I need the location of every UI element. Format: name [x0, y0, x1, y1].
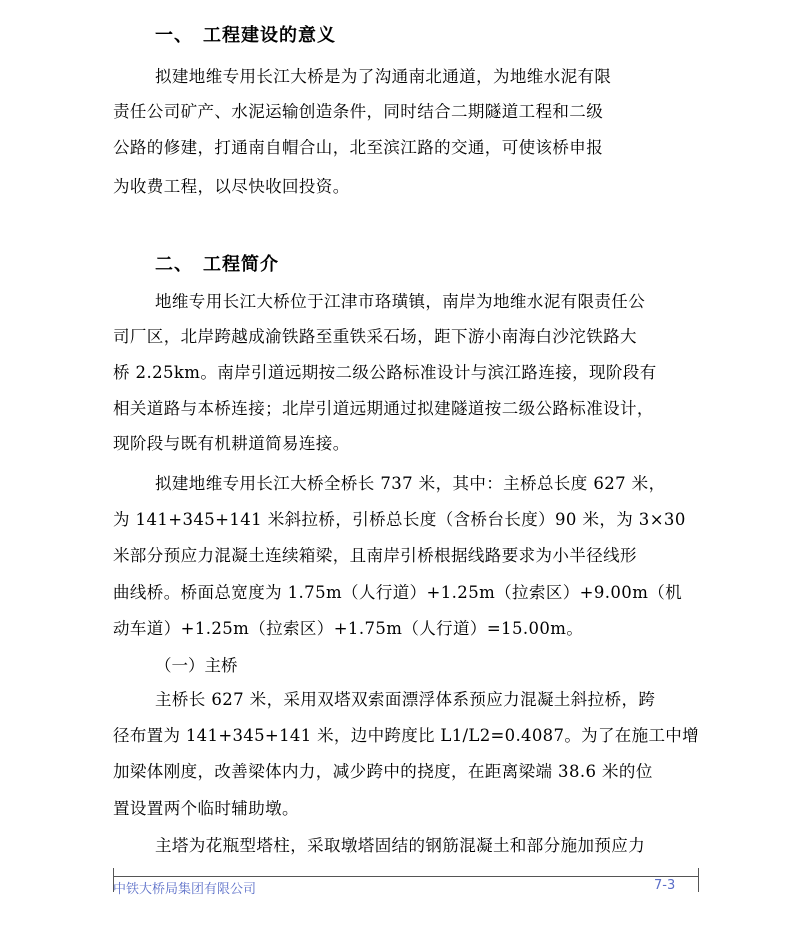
- paragraph-line: 加梁体刚度，改善梁体内力，减少跨中的挠度，在距离梁端 38.6 米的位: [113, 762, 653, 781]
- paragraph-line: 现阶段与既有机耕道简易连接。: [113, 434, 350, 453]
- paragraph-line: 为 141+345+141 米斜拉桥，引桥总长度（含桥台长度）90 米，为 3×30: [113, 510, 686, 529]
- footer-rule: [113, 876, 699, 877]
- paragraph-line: 地维专用长江大桥位于江津市珞璜镇，南岸为地维水泥有限责任公: [155, 292, 646, 311]
- paragraph-line: 动车道）+1.25m（拉索区）+1.75m（人行道）=15.00m。: [113, 619, 584, 638]
- paragraph-line: 曲线桥。桥面总宽度为 1.75m（人行道）+1.25m（拉索区）+9.00m（机: [113, 583, 683, 602]
- footer-corner-mark-right: [698, 868, 699, 892]
- paragraph-line: 主塔为花瓶型塔柱，采取墩塔固结的钢筋混凝土和部分施加预应力: [155, 836, 646, 855]
- section-number: 一、: [155, 25, 193, 46]
- paragraph-line: 责任公司矿产、水泥运输创造条件，同时结合二期隧道工程和二级: [113, 102, 604, 121]
- paragraph-line: 置设置两个临时辅助墩。: [113, 799, 299, 818]
- section-title: 工程简介: [203, 254, 279, 275]
- paragraph-line: 拟建地维专用长江大桥是为了沟通南北通道，为地维水泥有限: [155, 67, 612, 86]
- paragraph-line: 为收费工程，以尽快收回投资。: [113, 177, 350, 196]
- section-heading-2: [155, 250, 279, 276]
- paragraph-line: 主桥长 627 米，采用双塔双索面漂浮体系预应力混凝土斜拉桥，跨: [155, 690, 656, 709]
- paragraph-line: 米部分预应力混凝土连续箱梁，且南岸引桥根据线路要求为小半径线形: [113, 546, 637, 565]
- paragraph-line: 相关道路与本桥连接；北岸引道远期通过拟建隧道按二级公路标准设计，: [113, 399, 654, 418]
- paragraph-line: 公路的修建，打通南自帽合山，北至滨江路的交通，可使该桥申报: [113, 138, 604, 157]
- footer-page-number: 7-3: [654, 878, 676, 893]
- paragraph-line: 拟建地维专用长江大桥全桥长 737 米，其中：主桥总长度 627 米，: [155, 474, 666, 493]
- section-number: 二、: [155, 254, 193, 275]
- subsection-heading: （一）主桥: [155, 656, 238, 675]
- paragraph-line: 桥 2.25km。南岸引道远期按二级公路标准设计与滨江路连接，现阶段有: [113, 363, 657, 382]
- paragraph-line: 径布置为 141+345+141 米，边中跨度比 L1/L2=0.4087。为了在施工中增: [113, 726, 699, 745]
- section-heading-1: [155, 21, 336, 47]
- paragraph-line: 司厂区，北岸跨越成渝铁路至重铁采石场，距下游小南海白沙沱铁路大: [113, 327, 637, 346]
- section-title: 工程建设的意义: [203, 25, 336, 46]
- footer-company: 中铁大桥局集团有限公司: [113, 882, 257, 897]
